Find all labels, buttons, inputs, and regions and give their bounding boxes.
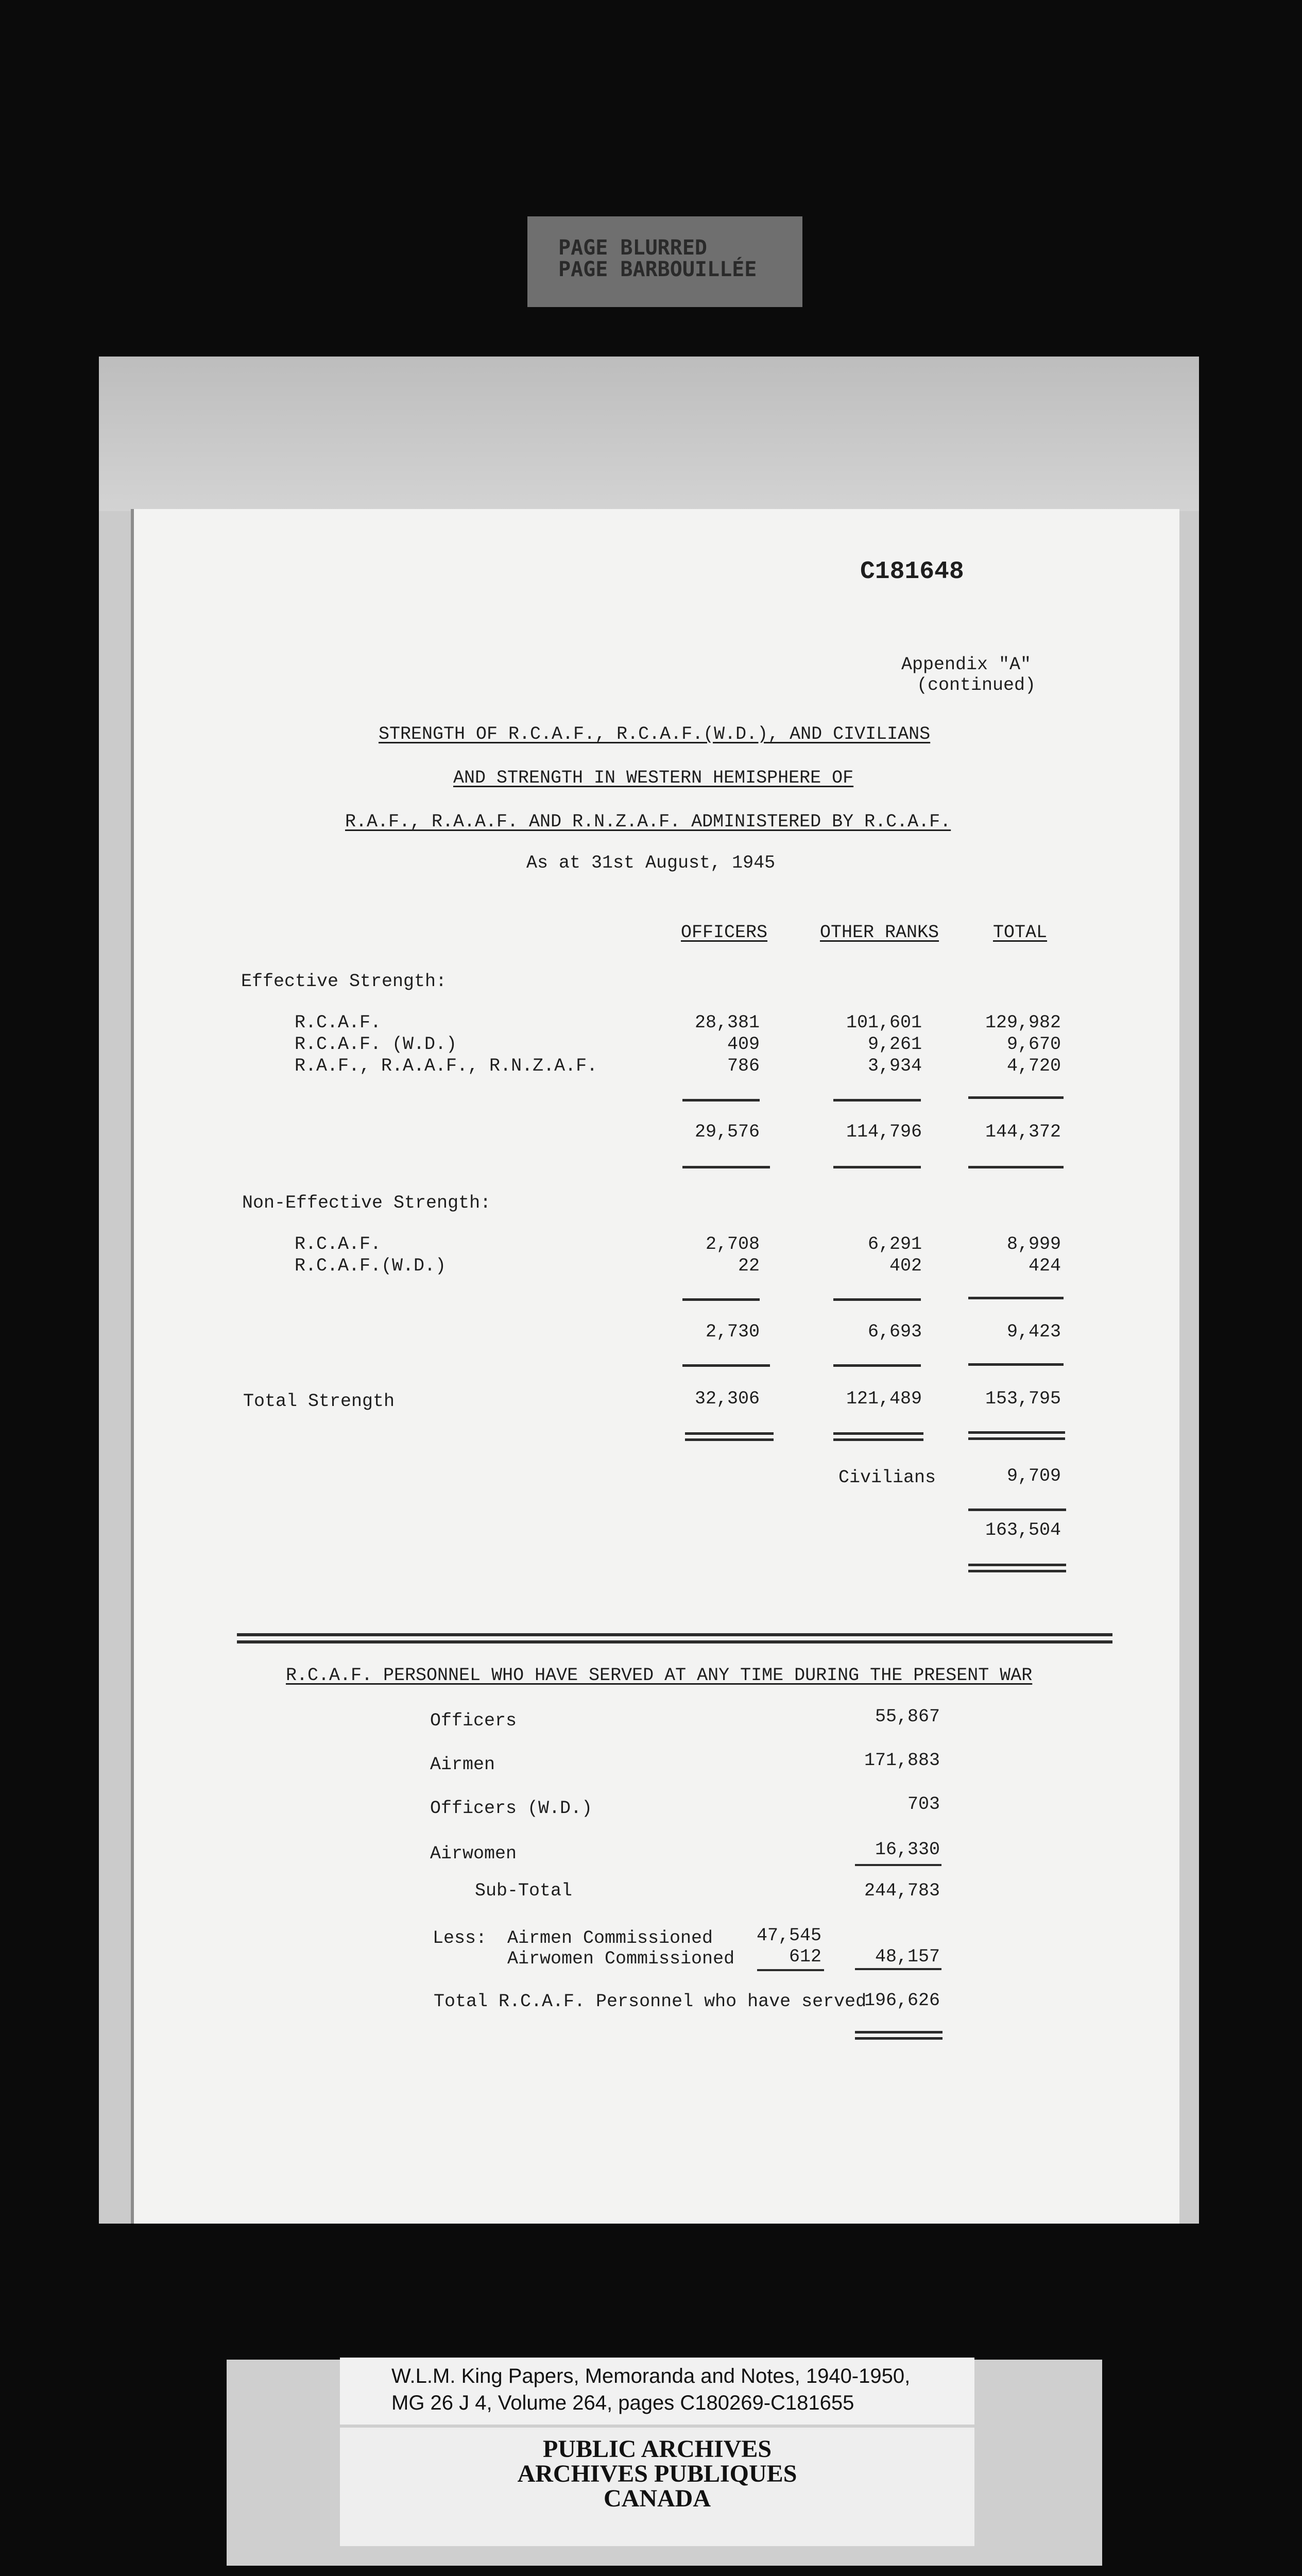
airwomen-commissioned-label: Airwomen Commissioned [507,1948,735,1969]
effective-row-other-ranks: 101,601 [846,1012,922,1033]
rule [968,1363,1064,1366]
non-effective-row-label: R.C.A.F. [295,1234,382,1255]
column-header-total: TOTAL [993,922,1048,943]
rule [833,1298,921,1301]
non-effective-row-officers: 22 [738,1256,760,1276]
grand-total: 163,504 [985,1520,1061,1540]
non-effective-row-other-ranks: 6,291 [867,1234,922,1255]
effective-subtotal-total: 144,372 [985,1122,1061,1142]
appendix-continued: (continued) [917,675,1036,696]
effective-row-other-ranks: 9,261 [867,1034,922,1055]
rule [968,1297,1064,1299]
civilians-total: 9,709 [1006,1466,1061,1486]
as-at-date: As at 31st August, 1945 [526,853,776,873]
airmen-commissioned-value: 47,545 [756,1925,821,1946]
personnel-row-label: Officers (W.D.) [430,1798,593,1819]
personnel-subtotal-value: 244,783 [864,1880,940,1901]
double-rule [833,1438,923,1441]
effective-row-label: R.C.A.F. (W.D.) [295,1034,457,1055]
total-personnel-served-label: Total R.C.A.F. Personnel who have served [434,1991,867,2012]
archives-line3: CANADA [604,2485,711,2512]
effective-row-total: 129,982 [985,1012,1061,1033]
less-label: Less: [433,1928,487,1948]
personnel-heading: R.C.A.F. PERSONNEL WHO HAVE SERVED AT ANY TIME DURING THE PRESENT WAR [286,1665,1033,1686]
column-header-other-ranks: OTHER RANKS [820,922,939,943]
non-effective-strength-heading: Non-Effective Strength: [242,1193,491,1213]
rule [968,1096,1064,1099]
rule [833,1166,921,1168]
personnel-subtotal-label: Sub-Total [475,1880,573,1901]
double-rule [968,1437,1065,1440]
personnel-row-label: Airmen [430,1754,495,1775]
non-effective-row-total: 8,999 [1006,1234,1061,1255]
appendix-label: Appendix "A" [901,654,1032,675]
page-blurred-notice [527,216,802,307]
non-effective-subtotal-officers: 2,730 [705,1321,760,1342]
personnel-row-value: 703 [907,1794,940,1815]
effective-row-total: 4,720 [1006,1056,1061,1076]
non-effective-subtotal-total: 9,423 [1006,1321,1061,1342]
section-divider [237,1640,1112,1643]
back-sheet-top [99,357,1199,511]
rule [682,1099,760,1101]
double-rule [968,1564,1066,1566]
less-total-value: 48,157 [875,1946,940,1967]
effective-row-other-ranks: 3,934 [867,1056,922,1076]
rule [682,1298,760,1301]
rule [855,1968,941,1970]
archives-stamp [340,2428,974,2546]
effective-row-officers: 28,381 [694,1012,760,1033]
effective-subtotal-other-ranks: 114,796 [846,1122,922,1142]
effective-row-officers: 786 [727,1056,760,1076]
personnel-row-label: Officers [430,1710,517,1731]
archives-line2: ARCHIVES PUBLIQUES [517,2460,797,2487]
personnel-row-value: 55,867 [875,1706,940,1727]
blur-notice-line2: PAGE BARBOUILLÉE [558,258,757,281]
personnel-row-label: Airwomen [430,1843,517,1864]
double-rule [968,1570,1066,1572]
section-divider [237,1633,1112,1636]
effective-row-total: 9,670 [1006,1034,1061,1055]
total-personnel-served-value: 196,626 [864,1990,940,2011]
rule [757,1969,824,1971]
non-effective-row-total: 424 [1028,1256,1061,1276]
double-rule [833,1432,923,1435]
source-citation-label [340,2358,974,2425]
rule [855,1864,941,1866]
civilians-label: Civilians [838,1467,936,1488]
double-rule [855,2037,943,2040]
double-rule [685,1438,774,1441]
total-strength-label: Total Strength [243,1391,395,1412]
non-effective-subtotal-other-ranks: 6,693 [867,1321,922,1342]
effective-strength-heading: Effective Strength: [241,971,447,992]
blur-notice-line1: PAGE BLURRED [558,236,707,260]
rule [682,1364,770,1367]
source-citation-line1: W.L.M. King Papers, Memoranda and Notes, 1940-1950, [391,2365,911,2387]
non-effective-row-officers: 2,708 [705,1234,760,1255]
title-line-3: R.A.F., R.A.A.F. AND R.N.Z.A.F. ADMINISTERED BY R.C.A.F. [345,811,951,832]
effective-row-label: R.C.A.F. [295,1012,382,1033]
total-strength-officers: 32,306 [694,1388,760,1409]
personnel-row-value: 16,330 [875,1839,940,1860]
effective-subtotal-officers: 29,576 [694,1122,760,1142]
total-strength-total: 153,795 [985,1388,1061,1409]
double-rule [968,1431,1065,1434]
effective-row-officers: 409 [727,1034,760,1055]
total-strength-other-ranks: 121,489 [846,1388,922,1409]
archives-line1: PUBLIC ARCHIVES [542,2435,772,2463]
effective-row-label: R.A.F., R.A.A.F., R.N.Z.A.F. [295,1056,598,1076]
double-rule [685,1432,774,1435]
rule [833,1364,921,1367]
airmen-commissioned-label: Airmen Commissioned [507,1928,713,1948]
title-line-1: STRENGTH OF R.C.A.F., R.C.A.F.(W.D.), AND CIVILIANS [379,724,931,744]
non-effective-row-other-ranks: 402 [889,1256,922,1276]
non-effective-row-label: R.C.A.F.(W.D.) [295,1256,447,1276]
rule [833,1099,921,1101]
document-number-stamp: C181648 [860,558,964,586]
title-line-2: AND STRENGTH IN WESTERN HEMISPHERE OF [453,768,854,788]
source-citation-line2: MG 26 J 4, Volume 264, pages C180269-C181655 [391,2392,854,2414]
rule [968,1166,1064,1168]
double-rule [855,2031,943,2033]
airwomen-commissioned-value: 612 [789,1946,821,1967]
column-header-officers: OFFICERS [681,922,768,943]
rule [968,1509,1066,1511]
personnel-row-value: 171,883 [864,1750,940,1771]
rule [682,1166,770,1168]
